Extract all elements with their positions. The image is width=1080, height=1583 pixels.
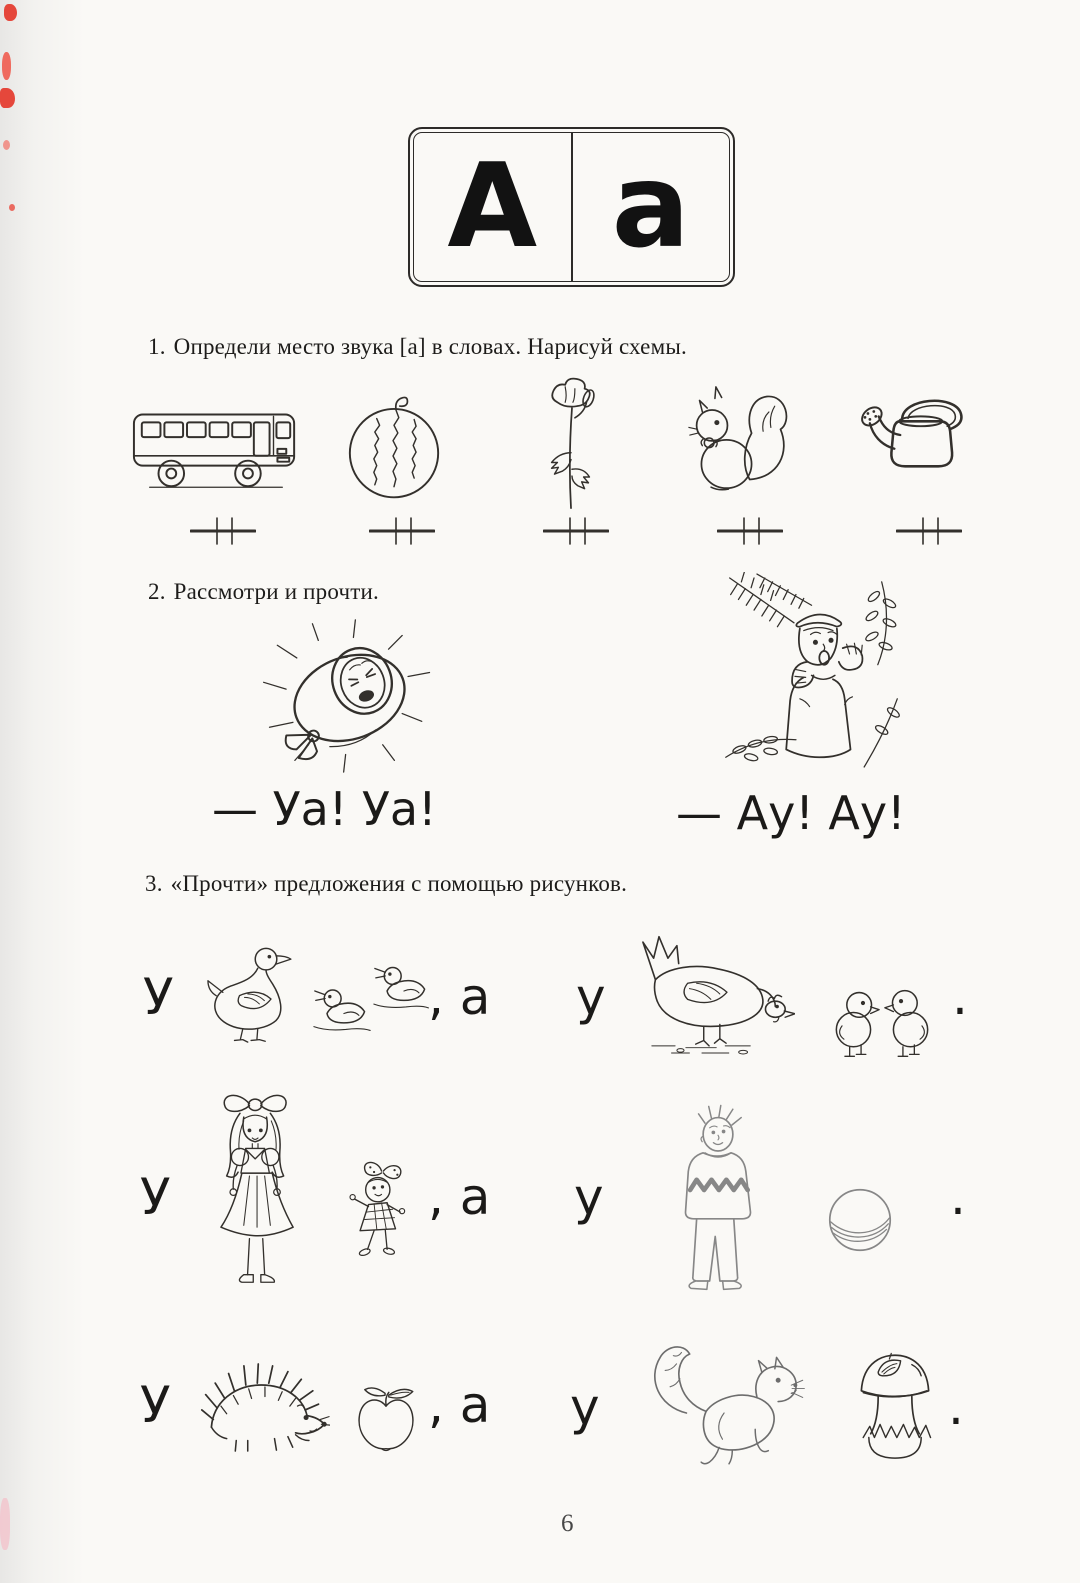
task3-text: «Прочти» предложения с помощью рисунков. — [170, 871, 628, 896]
ducklings-icon — [312, 962, 434, 1050]
poppy-icon — [538, 377, 604, 513]
comma-a-text: , а — [428, 1376, 491, 1434]
hen-icon — [625, 928, 795, 1060]
task2-heading — [148, 579, 379, 605]
caption-au: — Ау! Ау! — [676, 786, 906, 840]
scan-artifact — [0, 88, 15, 108]
scan-artifact — [0, 1498, 10, 1550]
hedgehog-icon — [198, 1356, 330, 1460]
task2-text: Рассмотри и прочти. — [173, 579, 379, 604]
scan-artifact — [2, 52, 11, 80]
word-u-small: у — [576, 968, 606, 1026]
chicks-icon — [830, 984, 934, 1062]
word-u-small: у — [574, 1168, 604, 1226]
word-scheme — [896, 515, 962, 545]
watering-can-icon — [845, 390, 975, 480]
word-u-small: у — [570, 1378, 600, 1436]
squirrel-icon — [686, 378, 794, 498]
running-squirrel-icon — [634, 1320, 806, 1488]
letter-lowercase: а — [571, 133, 730, 281]
caption-ua: — Уа! Уа! — [212, 782, 437, 836]
period-text: . — [952, 968, 968, 1026]
watermelon-icon — [345, 384, 443, 504]
scan-artifact — [3, 140, 10, 150]
comma-a-text: , а — [428, 968, 491, 1026]
task1-number: 1. — [148, 334, 166, 359]
word-scheme — [717, 515, 783, 545]
comma-a-text: , а — [428, 1168, 491, 1226]
period-text: . — [948, 1378, 964, 1436]
ball-icon — [826, 1186, 894, 1254]
duck-icon — [198, 936, 310, 1052]
task3-number: 3. — [145, 871, 163, 896]
mushroom-icon — [852, 1344, 938, 1460]
boy-calling-icon — [718, 572, 908, 772]
task1-heading — [148, 334, 687, 360]
girl-icon — [202, 1086, 314, 1302]
letter-card — [408, 127, 735, 287]
scan-edge-shadow — [0, 0, 90, 1583]
task2-number: 2. — [148, 579, 166, 604]
apple-icon — [350, 1384, 422, 1458]
period-text: . — [950, 1168, 966, 1226]
boy-icon — [666, 1098, 770, 1308]
word-u-capital: У — [140, 1376, 171, 1434]
task3-heading — [145, 871, 627, 897]
word-scheme — [543, 515, 609, 545]
crying-baby-icon — [250, 612, 450, 778]
bus-icon — [130, 394, 302, 492]
page-number: 6 — [561, 1510, 574, 1537]
word-u-capital: У — [140, 1168, 171, 1226]
task1-text: Определи место звука [а] в словах. Нарисуй схемы. — [173, 334, 687, 359]
word-scheme — [190, 515, 256, 545]
word-u-capital: У — [143, 968, 174, 1026]
letter-uppercase: А — [447, 139, 538, 274]
doll-icon — [336, 1158, 414, 1268]
scan-artifact — [4, 4, 17, 21]
word-scheme — [369, 515, 435, 545]
scan-artifact — [9, 204, 15, 211]
